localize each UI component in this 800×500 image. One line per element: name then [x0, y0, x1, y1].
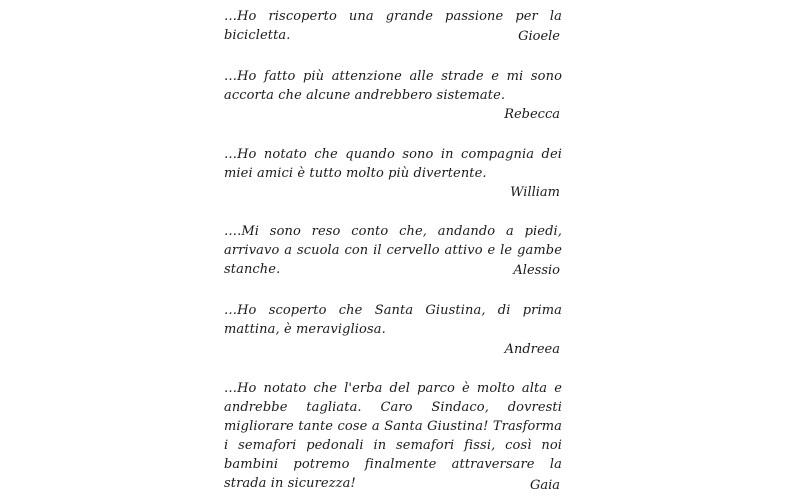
quote-text-gaia: …Ho notato che l'erba del parco è molto alta e andrebbe tagliata. Caro Sindaco, dovresti migliorare tante cose a Santa Giustina! Trasforma i semafori pedonali in semafori fissi, così noi bambini potremo finalmente attraversare la strada in sicurezza! — [224, 381, 562, 491]
quote-author-gaia: Gaia — [529, 478, 560, 493]
quote-text-gioele: …Ho riscoperto una grande passione per la bicicletta. — [224, 9, 562, 43]
quote-text-andreea: …Ho scoperto che Santa Giustina, di prima mattina, è meravigliosa. — [224, 303, 562, 337]
quote-text-alessio: ….Mi sono reso conto che, andando a piedi, arrivavo a scuola con il cervello attivo e le gambe stanche. — [224, 224, 562, 277]
quote-text-rebecca: …Ho fatto più attenzione alle strade e mi sono accorta che alcune andrebbero sistemate. — [224, 69, 562, 103]
quote-author-rebecca: Rebecca — [504, 107, 560, 122]
quote-author-gioele: Gioele — [518, 29, 560, 44]
quote-author-alessio: Alessio — [513, 263, 560, 278]
quote-author-andreea: Andreea — [504, 342, 560, 357]
quote-text-william: …Ho notato che quando sono in compagnia dei miei amici è tutto molto più divertente. — [224, 147, 562, 181]
quote-author-william: William — [510, 185, 560, 200]
